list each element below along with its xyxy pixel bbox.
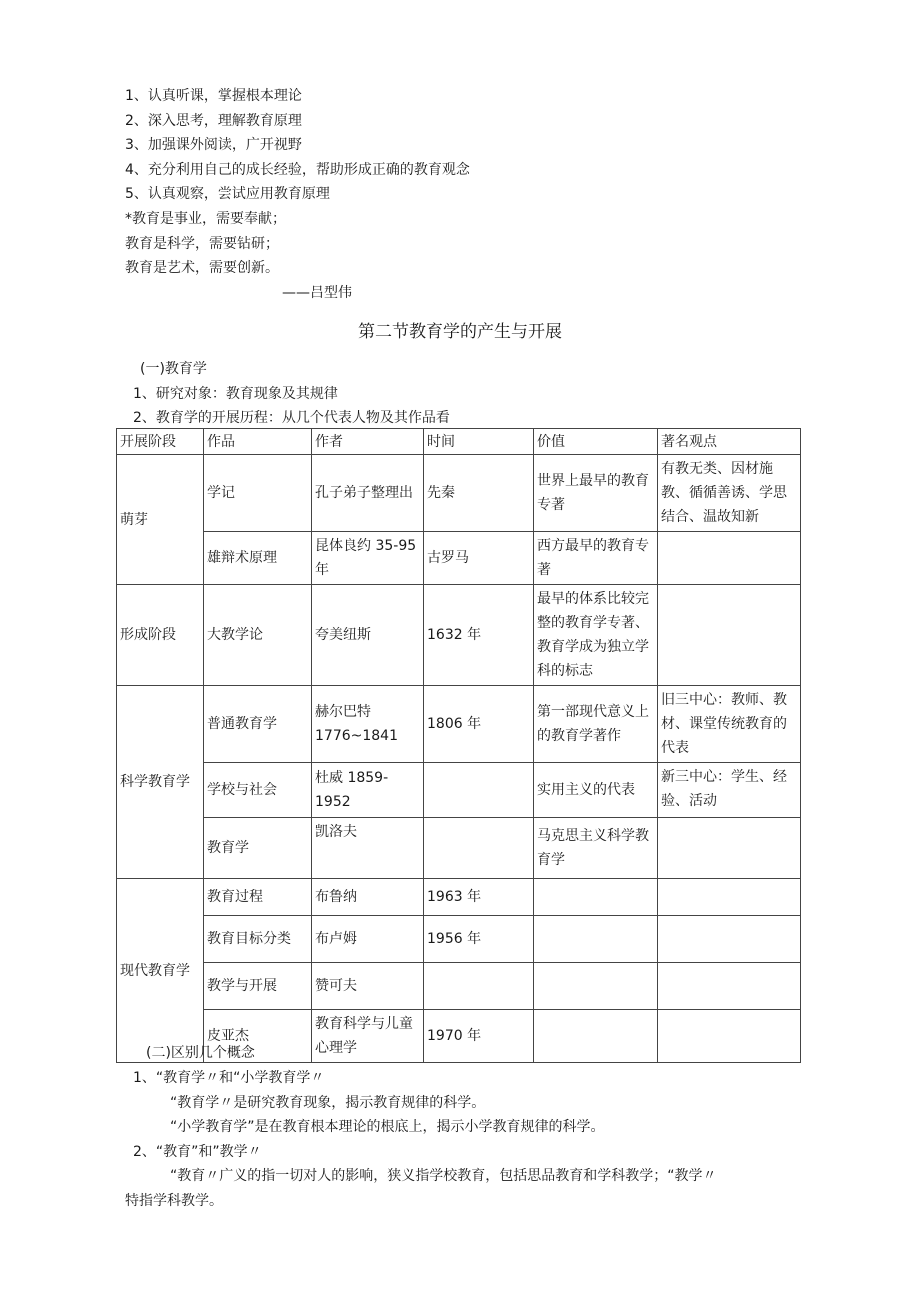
author-cell: 布卢姆 [312, 916, 424, 963]
author-cell: 杜威 1859-1952 [312, 763, 424, 818]
quote-line-3: 教育是艺术，需要创新。 [125, 260, 279, 276]
work-cell: 教育过程 [204, 879, 312, 916]
view-cell: 新三中心：学生、经验、活动 [658, 763, 801, 818]
view-cell [658, 585, 801, 686]
work-cell: 教学与开展 [204, 963, 312, 1010]
value-cell: 西方最早的教育专著 [534, 532, 658, 585]
view-cell [658, 532, 801, 585]
author-cell: 赫尔巴特 1776~1841 [312, 686, 424, 763]
header-cell: 价值 [534, 429, 658, 455]
intro-item-2: 2、深入思考，理解教育原理 [125, 113, 302, 129]
header-cell: 著名观点 [658, 429, 801, 455]
intro-item-5: 5、认真观察，尝试应用教育原理 [125, 186, 330, 202]
time-cell: 1806 年 [424, 686, 534, 763]
work-cell: 教育学 [204, 818, 312, 879]
header-cell: 开展阶段 [117, 429, 204, 455]
view-cell [658, 916, 801, 963]
table-row [117, 916, 801, 963]
stage-cell: 形成阶段 [117, 585, 204, 686]
author-cell: 昆体良约 35-95 年 [312, 532, 424, 585]
table-row [117, 585, 801, 686]
part2-heading: (二)区别几个概念 [146, 1045, 255, 1061]
part1-item-2: 2、教育学的开展历程：从几个代表人物及其作品看 [133, 410, 450, 426]
view-cell [658, 818, 801, 879]
table-row [117, 963, 801, 1010]
intro-item-4: 4、充分利用自己的成长经验，帮助形成正确的教育观念 [125, 162, 470, 178]
education-history-table [116, 428, 801, 1063]
author-cell: 教育科学与儿童心理学 [312, 1010, 424, 1063]
value-cell [534, 963, 658, 1010]
stage-cell: 科学教育学 [117, 686, 204, 879]
part2-item-1b: “小学教育学”是在教育根本理论的根底上，揭示小学教育规律的科学。 [170, 1119, 605, 1135]
value-cell [534, 916, 658, 963]
time-cell: 1956 年 [424, 916, 534, 963]
part2-item-2b: 特指学科教学。 [125, 1193, 223, 1209]
view-cell [658, 963, 801, 1010]
work-cell: 学记 [204, 455, 312, 532]
author-cell: 布鲁纳 [312, 879, 424, 916]
value-cell: 世界上最早的教育专著 [534, 455, 658, 532]
author-cell: 夸美纽斯 [312, 585, 424, 686]
time-cell: 1963 年 [424, 879, 534, 916]
stage-cell: 现代教育学 [117, 879, 204, 1063]
work-cell: 普通教育学 [204, 686, 312, 763]
table-row [117, 879, 801, 916]
table-row [117, 455, 801, 532]
stage-cell: 萌芽 [117, 455, 204, 585]
part2-item-2a: “教育〃广义的指一切对人的影响，狭义指学校教育，包括思品教育和学科教学；“教学〃 [170, 1168, 717, 1184]
part1-item-1: 1、研究对象：教育现象及其规律 [133, 386, 338, 402]
value-cell [534, 879, 658, 916]
time-cell: 古罗马 [424, 532, 534, 585]
table-row [117, 763, 801, 818]
part2-item-1: 1、“教育学〃和“小学教育学〃 [133, 1070, 325, 1086]
work-cell: 大教学论 [204, 585, 312, 686]
time-cell: 1632 年 [424, 585, 534, 686]
author-cell: 赞可夫 [312, 963, 424, 1010]
part2-item-2: 2、“教育”和”教学〃 [133, 1144, 262, 1160]
view-cell: 有教无类、因材施教、循循善诱、学思结合、温故知新 [658, 455, 801, 532]
header-cell: 时间 [424, 429, 534, 455]
intro-item-3: 3、加强课外阅读，广开视野 [125, 137, 302, 153]
work-cell: 皮亚杰 [204, 1010, 312, 1063]
intro-item-1: 1、认真听课，掌握根本理论 [125, 88, 302, 104]
quote-line-1: *教育是事业，需要奉献； [125, 211, 286, 227]
time-cell [424, 818, 534, 879]
view-cell: 旧三中心：教师、教材、课堂传统教育的代表 [658, 686, 801, 763]
view-cell [658, 879, 801, 916]
time-cell [424, 763, 534, 818]
header-cell: 作者 [312, 429, 424, 455]
value-cell: 第一部现代意义上的教育学著作 [534, 686, 658, 763]
author-cell: 孔子弟子整理出 [312, 455, 424, 532]
table-row [117, 818, 801, 879]
value-cell: 马克思主义科学教育学 [534, 818, 658, 879]
table-row [117, 532, 801, 585]
quote-line-2: 教育是科学，需要钻研； [125, 236, 279, 252]
time-cell: 1970 年 [424, 1010, 534, 1063]
table-header-row [117, 429, 801, 455]
work-cell: 学校与社会 [204, 763, 312, 818]
work-cell: 教育目标分类 [204, 916, 312, 963]
quote-author: ——吕型伟 [282, 285, 352, 301]
table-row [117, 686, 801, 763]
value-cell [534, 1010, 658, 1063]
author-cell: 凯洛夫 [312, 818, 424, 879]
header-cell: 作品 [204, 429, 312, 455]
value-cell: 最早的体系比较完整的教育学专著、教育学成为独立学科的标志 [534, 585, 658, 686]
part1-heading: (一)教育学 [140, 361, 207, 377]
part2-item-1a: “教育学〃是研究教育现象，揭示教育规律的科学。 [170, 1095, 486, 1111]
time-cell [424, 963, 534, 1010]
time-cell: 先秦 [424, 455, 534, 532]
value-cell: 实用主义的代表 [534, 763, 658, 818]
section-title: 第二节教育学的产生与开展 [358, 322, 562, 342]
view-cell [658, 1010, 801, 1063]
work-cell: 雄辩术原理 [204, 532, 312, 585]
